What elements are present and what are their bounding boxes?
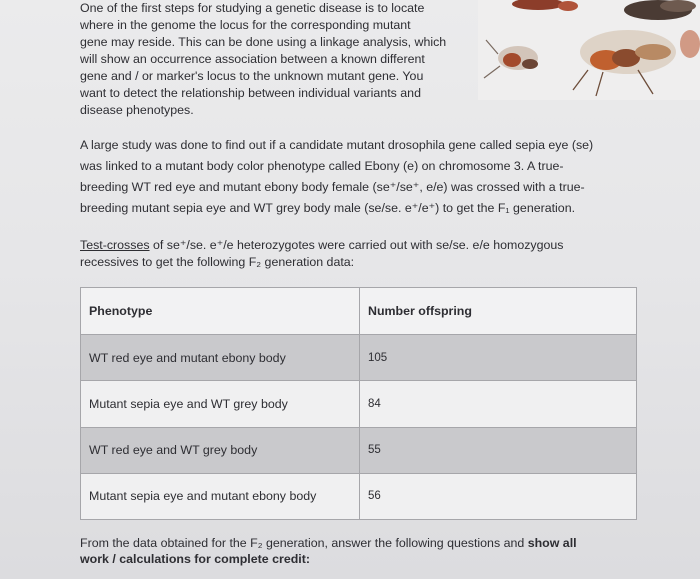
table-row bbox=[81, 427, 637, 473]
f2-data-table bbox=[80, 287, 637, 520]
number-cell: 105 bbox=[360, 335, 637, 381]
table-row bbox=[81, 473, 637, 519]
phenotype-cell: WT red eye and WT grey body bbox=[81, 427, 360, 473]
testcross-line: recessives to get the following F₂ generation data: bbox=[80, 255, 355, 269]
table-header-row bbox=[81, 288, 637, 335]
drosophila-illustration bbox=[478, 0, 700, 100]
test-crosses-link[interactable]: Test-crosses bbox=[80, 238, 150, 252]
study-line: breeding mutant sepia eye and WT grey body male (se/se. e⁺/e⁺) to get the F₁ generation. bbox=[80, 201, 576, 215]
intro-line: disease phenotypes. bbox=[80, 103, 194, 117]
testcross-text: of se⁺/se. e⁺/e heterozygotes were carried out with se/se. e/e homozygous bbox=[149, 238, 564, 252]
intro-line: will show an occurrence association between a known different bbox=[80, 52, 425, 66]
testcross-paragraph bbox=[80, 237, 640, 271]
header-phenotype: Phenotype bbox=[81, 288, 360, 335]
intro-line: gene and / or marker's locus to the unknown mutant gene. You bbox=[80, 69, 424, 83]
phenotype-cell: WT red eye and mutant ebony body bbox=[81, 335, 360, 381]
study-line: A large study was done to find out if a candidate mutant drosophila gene called sepia eye (se) bbox=[80, 138, 594, 152]
footer-line bbox=[80, 551, 640, 567]
footer-text: From the data obtained for the F₂ generation, answer the following questions and bbox=[80, 536, 528, 550]
number-cell: 84 bbox=[360, 381, 637, 427]
intro-paragraph bbox=[80, 0, 480, 119]
intro-line: want to detect the relationship between individual variants and bbox=[80, 86, 421, 100]
number-cell: 56 bbox=[360, 473, 637, 519]
intro-line: One of the first steps for studying a genetic disease is to locate bbox=[80, 1, 425, 15]
footer-bold: show all bbox=[527, 536, 577, 550]
number-cell: 55 bbox=[360, 427, 637, 473]
study-line: breeding WT red eye and mutant ebony body female (se⁺/se⁺, e/e) was crossed with a true- bbox=[80, 180, 585, 194]
intro-line: where in the genome the locus for the corresponding mutant bbox=[80, 18, 411, 32]
footer-bold: work / calculations for complete credit: bbox=[80, 552, 310, 566]
phenotype-cell: Mutant sepia eye and mutant ebony body bbox=[81, 473, 360, 519]
phenotype-cell: Mutant sepia eye and WT grey body bbox=[81, 381, 360, 427]
testcross-line bbox=[80, 237, 640, 254]
study-line: was linked to a mutant body color phenotype called Ebony (e) on chromosome 3. A true- bbox=[80, 159, 564, 173]
table-row bbox=[81, 381, 637, 427]
table-row bbox=[81, 335, 637, 381]
header-number-offspring: Number offspring bbox=[360, 288, 637, 335]
intro-line: gene may reside. This can be done using a linkage analysis, which bbox=[80, 35, 447, 49]
study-paragraph bbox=[80, 135, 640, 219]
instructions-footer bbox=[80, 535, 640, 567]
footer-line bbox=[80, 535, 640, 551]
